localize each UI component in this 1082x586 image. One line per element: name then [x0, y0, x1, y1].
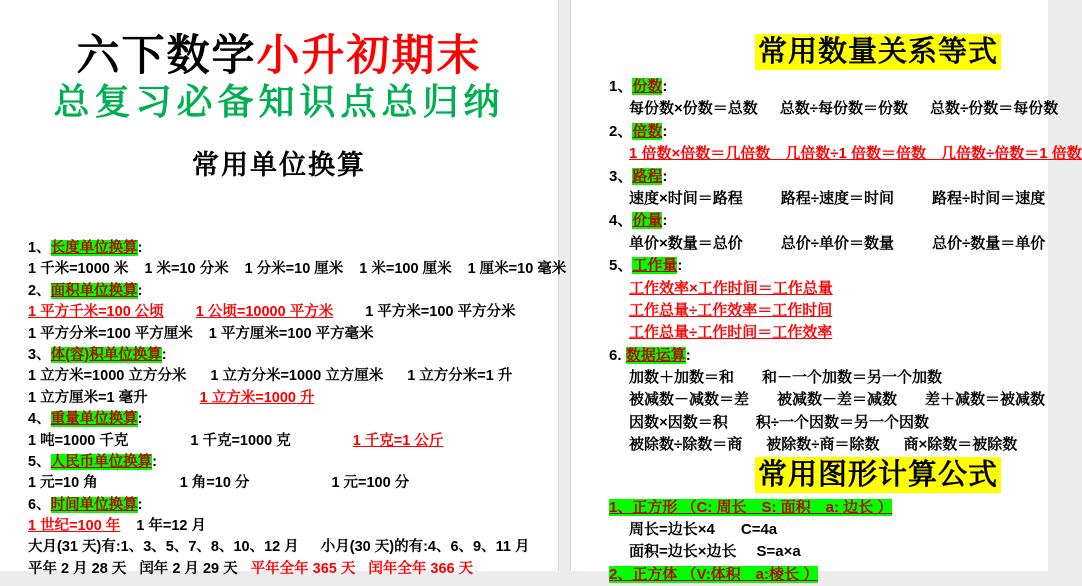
highlighted-heading: 面积单位换算: [50, 282, 138, 299]
formula-text: 面积=边长×边长: [629, 543, 737, 561]
formula-text: 被除数÷除数＝商: [629, 436, 743, 454]
section-heading: [28, 452, 558, 473]
formula-text: 1 米=100 厘米: [359, 261, 452, 278]
formula-text: 1 立方分米=1000 立方厘米: [210, 368, 384, 385]
formula-text: C=4a: [740, 521, 778, 539]
formula-text: 和－一个加数＝另一个加数: [762, 369, 943, 387]
section-number: 4、: [609, 212, 633, 230]
formula-line: [28, 302, 558, 323]
formula-text: 1 立方厘米=1 毫升: [28, 389, 148, 406]
heading-colon: :: [137, 282, 143, 299]
formula-line: [28, 388, 558, 409]
formula-red: 工作总量÷工作效率＝工作时间: [629, 301, 833, 319]
formula-line: [609, 322, 1048, 344]
shape-formulas-banner: 常用图形计算公式: [755, 457, 1001, 493]
section-heading: [609, 210, 1048, 232]
heading-colon: :: [137, 411, 143, 428]
formula-text: 积÷一个因数＝另一个因数: [755, 413, 929, 431]
formula-text: 商×除数＝被除数: [903, 436, 1018, 454]
formula-line: [609, 143, 1082, 165]
unit-conversion-heading: 常用单位换算: [192, 150, 366, 180]
section-heading: [609, 166, 1048, 188]
main-title: [0, 30, 558, 82]
highlighted-heading: 重量单位换算: [50, 411, 138, 428]
formula-text: 被减数－差＝减数: [777, 391, 898, 409]
highlighted-heading: 价量: [632, 212, 663, 230]
section-number: 2、: [28, 282, 51, 299]
formula-line: [609, 541, 1048, 563]
section-number: 1、: [609, 78, 633, 95]
quantity-relations-banner: 常用数量关系等式: [755, 34, 1001, 70]
heading-colon: :: [152, 453, 157, 470]
formula-line: [609, 278, 1048, 300]
formula-red: 1 倍数×倍数＝几倍数 几倍数÷1 倍数＝倍数 几倍数÷倍数＝1 倍数: [629, 145, 1082, 163]
formula-text: 1 吨=1000 千克: [28, 432, 129, 449]
formula-red: 1 千克=1 公斤: [352, 432, 444, 449]
heading-colon: :: [677, 257, 683, 275]
section-heading: [609, 255, 1048, 277]
formula-text: 路程÷时间＝速度: [932, 189, 1046, 207]
section-number: 5、: [609, 257, 633, 275]
formula-text: 周长=边长×4: [629, 521, 715, 539]
highlighted-heading: 路程: [632, 167, 663, 185]
formula-red: 工作总量÷工作时间＝工作效率: [629, 324, 833, 342]
formula-text: 1 厘米=10 毫米: [467, 261, 567, 278]
formula-red: 1 公顷=10000 平方米: [195, 304, 334, 321]
formula-red: 1 立方米=1000 升: [199, 389, 315, 406]
formula-text: 1 千克=1000 克: [190, 432, 291, 449]
formula-text: 1 平方分米=100 平方厘米: [28, 325, 193, 342]
highlighted-heading: 2、正方体 （V:体积 a:棱长 ）: [609, 565, 819, 583]
highlighted-heading: 人民币单位换算: [50, 453, 153, 470]
formula-red: 工作效率×工作时间＝工作总量: [629, 279, 833, 297]
formula-text: 加数＋加数＝和: [629, 369, 735, 387]
section-number: 6、: [28, 496, 51, 513]
highlighted-heading: 份数: [632, 78, 663, 95]
formula-text: 1 立方分米=1 升: [407, 368, 513, 385]
section-heading: [609, 345, 1048, 367]
formula-line: [609, 233, 1048, 255]
formula-text: 大月(31 天)有:1、3、5、7、8、10、12 月: [28, 539, 299, 556]
formula-line: [609, 389, 1048, 411]
highlighted-heading: 工作量: [632, 257, 678, 275]
heading-colon: :: [685, 346, 691, 364]
formula-line: [28, 516, 558, 537]
formula-text: 总数÷份数＝每份数: [930, 100, 1059, 118]
formula-text: 1 立方米=1000 立方分米: [28, 368, 187, 385]
section-number: 3、: [609, 167, 633, 185]
highlighted-heading: 长度单位换算: [50, 240, 138, 256]
formula-red: 1 世纪=100 年: [28, 518, 121, 535]
shape-formulas-sections: [609, 497, 1048, 586]
section-heading: [28, 409, 558, 430]
formula-line: [28, 473, 558, 494]
heading-colon: :: [161, 346, 167, 363]
section-heading: [28, 281, 558, 302]
formula-line: [609, 98, 1059, 120]
formula-text: 1 角=10 分: [179, 475, 250, 492]
unit-conversion-sections: [28, 238, 567, 580]
formula-line: [28, 324, 558, 345]
formula-text: 1 平方厘米=100 平方毫米: [208, 325, 374, 342]
section-heading: [28, 345, 558, 366]
formula-text: 路程÷速度＝时间: [780, 189, 894, 207]
heading-colon: :: [662, 122, 668, 140]
formula-line: [609, 188, 1048, 210]
formula-text: 1 元=10 角: [28, 475, 98, 492]
highlighted-heading: 数据运算: [625, 346, 686, 364]
formula-text: 每份数×份数＝总数: [629, 100, 758, 118]
section-heading: [609, 76, 1048, 98]
formula-line: [609, 434, 1048, 456]
highlighted-heading: 时间单位换算: [50, 496, 138, 513]
heading-colon: :: [662, 78, 668, 95]
main-title-black: 六下数学: [76, 32, 257, 80]
formula-line: [28, 259, 567, 280]
formula-text: 速度×时间＝路程: [629, 189, 743, 207]
heading-colon: :: [662, 212, 668, 230]
formula-red: 1 平方千米=100 公顷: [28, 304, 164, 321]
formula-line: [609, 367, 1048, 389]
formula-text: 被除数÷商＝除数: [766, 436, 880, 454]
formula-text: 1 米=10 分米: [144, 261, 229, 278]
formula-text: 因数×因数＝积: [629, 413, 728, 431]
formula-text: 1 平方米=100 平方分米: [365, 304, 516, 321]
heading-colon: :: [662, 167, 668, 185]
section-number: 2、: [609, 122, 633, 140]
formula-text: 闰年 2 月 29 天: [139, 560, 238, 577]
formula-text: 1 分米=10 厘米: [244, 261, 344, 278]
formula-text: S=a×a: [756, 543, 801, 561]
main-title-red: 小升初期末: [256, 32, 482, 80]
right-page: [570, 0, 1082, 583]
formula-line: [28, 537, 558, 558]
highlighted-heading: 1、正方形 （C: 周长 S: 面积 a: 边长 ）: [609, 498, 893, 516]
formula-line: [609, 412, 1048, 434]
formula-red: 闰年全年 366 天: [368, 560, 474, 577]
section-number: 3、: [28, 346, 51, 363]
formula-line: [609, 519, 1048, 541]
section-heading: [609, 497, 1048, 519]
highlighted-heading: 倍数: [632, 122, 663, 140]
formula-line: [28, 366, 558, 387]
formula-text: 被减数－减数＝差: [629, 391, 750, 409]
formula-line: [28, 431, 558, 452]
section-number: 5、: [28, 453, 51, 470]
section-number: 4、: [28, 411, 51, 428]
formula-text: 总价÷数量＝单价: [932, 234, 1046, 252]
subtitle: 总复习必备知识点总归纳: [53, 81, 505, 122]
highlighted-heading: 体(容)积单位换算: [50, 346, 162, 363]
formula-red: 平年全年 365 天: [250, 560, 356, 577]
heading-colon: :: [137, 240, 143, 256]
formula-line: [28, 559, 558, 580]
formula-text: 总价÷单价＝数量: [780, 234, 894, 252]
formula-text: 小月(30 天)的有:4、6、9、11 月: [320, 539, 530, 556]
formula-text: 1 千米=1000 米: [28, 261, 129, 278]
section-number: 6.: [609, 346, 626, 364]
section-heading: [609, 564, 1048, 586]
formula-text: 单价×数量＝总价: [629, 234, 743, 252]
section-heading: [28, 495, 558, 516]
section-heading: [609, 121, 1048, 143]
formula-text: 平年 2 月 28 天: [28, 560, 127, 577]
section-heading: [28, 238, 558, 259]
heading-colon: :: [137, 496, 143, 513]
quantity-relations-sections: [609, 76, 1082, 457]
formula-text: 1 年=12 月: [136, 518, 207, 535]
formula-text: 差＋减数＝被减数: [925, 391, 1046, 409]
formula-line: [609, 300, 1048, 322]
section-number: 1、: [28, 240, 51, 256]
formula-text: 总数÷每份数＝份数: [779, 100, 908, 118]
formula-text: 1 元=100 分: [331, 475, 410, 492]
